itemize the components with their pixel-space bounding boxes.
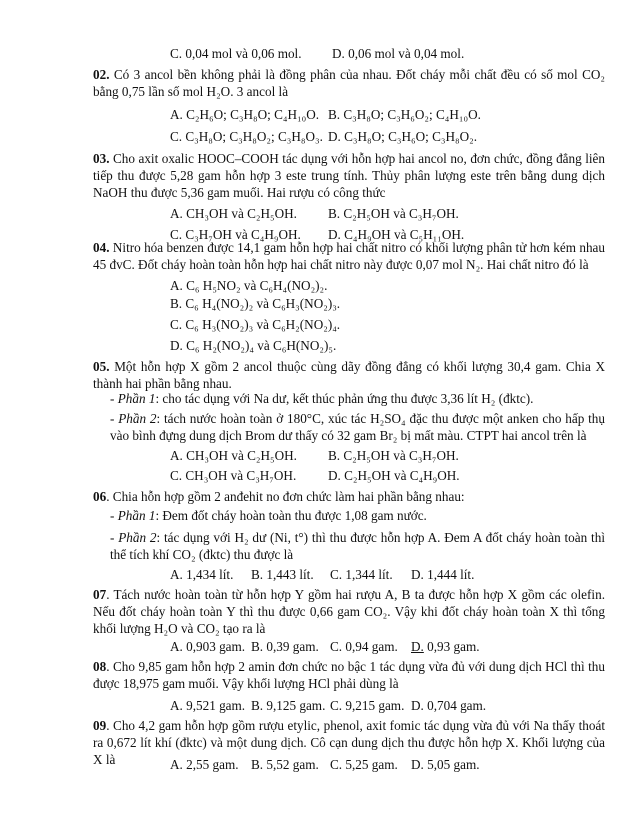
question-04 — [93, 239, 605, 273]
question-number: 09 — [93, 718, 107, 733]
option-text: 0,93 gam. — [423, 639, 480, 654]
answer-marker: D. — [411, 639, 424, 654]
part-label: Phần 2 — [118, 411, 157, 426]
part-1: - Phần 1: cho tác dụng với Na dư, kết thúc phản ứng thu được 3,36 lít H₂ (đktc). — [110, 391, 534, 406]
question-number: 07 — [93, 587, 107, 602]
question-stem: Nitro hóa benzen được 14,1 gam hỗn hợp hai chất nitro có khối lượng phân tử hơn kém nhau 45 đvC. Đốt cháy hoàn toàn hỗn hợp hai chất nitro này được 0,07 mol N₂. Hai chất nitro đó là — [93, 240, 606, 272]
option-a: A. CH₃OH và C₂H₅OH. — [170, 206, 297, 221]
question-stem: Có 3 ancol bền không phải là đồng phân của nhau. Đốt cháy mỗi chất đều có số mol CO₂ bằng 0,75 lần số mol H₂O. 3 ancol là — [93, 67, 605, 99]
question-03 — [93, 150, 605, 201]
question-stem: . Chia hỗn hợp gồm 2 anđehit no đơn chức làm hai phần bằng nhau: — [106, 489, 465, 504]
part-label: Phần 2 — [118, 530, 157, 545]
option-b: B. 0,39 gam. — [251, 639, 319, 654]
option-d: D. 5,05 gam. — [411, 757, 480, 772]
part-text: : tách nước hoàn toàn ở 180°C, xúc tác H₂SO₄ đặc thu được một anken cho hấp thụ vào bình đựng dung dịch Brom dư thấy có 32 gam Br₂ bị mất màu. CTPT hai ancol trên là — [110, 411, 605, 443]
option-a: A. 2,55 gam. — [170, 757, 239, 772]
option-b: B. C₃H₈O; C₃H₆O₂; C₄H₁₀O. — [328, 107, 481, 122]
option-d: D. C₄H₉OH và C₅H₁₁OH. — [328, 227, 465, 242]
question-number: 08 — [93, 659, 107, 674]
option-a: A. 0,903 gam. — [170, 639, 246, 654]
question-stem: . Cho 4,2 gam hỗn hợp gồm rượu etylic, phenol, axit fomic tác dụng vừa đủ với Na thấy thoát ra 0,672 lít khí (đktc) và một dung dịch. Cô cạn dung dịch thu được hỗn hợp X. Khối lượng của X là — [93, 718, 605, 767]
question-05 — [93, 358, 605, 392]
part-label: Phần 1 — [117, 508, 156, 523]
option-c: C. C₃H₇OH và C₄H₉OH. — [170, 227, 301, 242]
option-c: C. 0,94 gam. — [330, 639, 398, 654]
option-b: B. C₆ H₄(NO₂)₂ và C₆H₃(NO₂)₃. — [170, 296, 341, 311]
option-d: D. 0,06 mol và 0,04 mol. — [332, 46, 465, 61]
option-d: D. C₂H₅OH và C₄H₉OH. — [328, 468, 460, 483]
option-d: D. 1,444 lít. — [411, 567, 475, 582]
question-number: 02. — [93, 67, 110, 82]
option-c: C. 1,344 lít. — [330, 567, 393, 582]
question-02 — [93, 66, 605, 100]
option-b: B. 9,125 gam. — [251, 698, 326, 713]
option-b: B. 1,443 lít. — [251, 567, 314, 582]
question-07 — [93, 586, 605, 637]
option-d: D. 0,704 gam. — [411, 698, 487, 713]
part-1: - Phần 1: Đem đốt cháy hoàn toàn thu được 1,08 gam nước. — [110, 508, 427, 523]
option-d: D. C₃H₈O; C₃H₆O; C₃H₈O₂. — [328, 129, 478, 144]
question-06 — [93, 488, 605, 505]
question-stem: . Cho 9,85 gam hỗn hợp 2 amin đơn chức no bậc 1 tác dụng vừa đủ với dung dịch HCl thì thu được 18,975 gam muối. Vậy khối lượng HCl phải dùng là — [93, 659, 605, 691]
question-number: 05. — [93, 359, 110, 374]
option-c: C. 5,25 gam. — [330, 757, 398, 772]
option-c: C. C₃H₈O; C₃H₈O₂; C₃H₈O₃. — [170, 129, 323, 144]
option-a: A. 1,434 lít. — [170, 567, 234, 582]
option-c: C. 0,04 mol và 0,06 mol. — [170, 46, 302, 61]
option-a: A. C₆ H₅NO₂ và C₆H₄(NO₂)₂. — [170, 278, 328, 293]
question-stem: . Tách nước hoàn toàn từ hỗn hợp Y gồm hai rượu A, B ta được hỗn hợp X gồm các olefin. Nếu đốt cháy hoàn toàn Y thì thu được 0,66 gam CO₂. Vậy khi đốt cháy hoàn toàn X thì tổng khối lượng H₂O và CO₂ tạo ra là — [93, 587, 605, 636]
part-text: : tác dụng với H₂ dư (Ni, t°) thì thu được hỗn hợp A. Đem A đốt cháy hoàn toàn thì thể tích khí CO₂ (đktc) thu được là — [110, 530, 605, 562]
part-2: - Phần 2: tác dụng với H₂ dư (Ni, t°) thì thu được hỗn hợp A. Đem A đốt cháy hoàn toàn thì thể tích khí CO₂ (đktc) thu được là — [110, 530, 605, 562]
option-a: A. C₂H₆O; C₃H₈O; C₄H₁₀O. — [170, 107, 320, 122]
option-a: A. 9,521 gam. — [170, 698, 246, 713]
option-c: C. 9,215 gam. — [330, 698, 405, 713]
question-number: 06 — [93, 489, 107, 504]
part-2: - Phần 2: tách nước hoàn toàn ở 180°C, xúc tác H₂SO₄ đặc thu được một anken cho hấp thụ vào bình đựng dung dịch Brom dư thấy có 32 gam Br₂ bị mất màu. CTPT hai ancol trên là — [110, 411, 605, 443]
question-number: 03. — [93, 151, 110, 166]
option-c: C. C₆ H₃(NO₂)₃ và C₆H₂(NO₂)₄. — [170, 317, 341, 332]
option-c: C. CH₃OH và C₃H₇OH. — [170, 468, 297, 483]
option-b: B. C₂H₅OH và C₃H₇OH. — [328, 206, 459, 221]
option-b: B. 5,52 gam. — [251, 757, 319, 772]
option-b: B. C₂H₅OH và C₃H₇OH. — [328, 448, 459, 463]
question-stem: Cho axit oxalic HOOC–COOH tác dụng với hỗn hợp hai ancol no, đơn chức, đồng đẳng liên tiếp thu được 5,28 gam hỗn hợp 3 este trung tính. Thủy phân lượng este trên bằng dung dịch NaOH thu được 5,36 gam muối. Hai rượu có công thức — [93, 151, 605, 200]
option-d — [411, 638, 480, 655]
part-text: : Đem đốt cháy hoàn toàn thu được 1,08 gam nước. — [155, 508, 427, 523]
question-08 — [93, 658, 605, 692]
question-stem: Một hỗn hợp X gồm 2 ancol thuộc cùng dãy đồng đẳng có khối lượng 30,4 gam. Chia X thành hai phần bằng nhau. — [93, 359, 606, 391]
part-text: : cho tác dụng với Na dư, kết thúc phản ứng thu được 3,36 lít H₂ (đktc). — [155, 391, 534, 406]
option-a: A. CH₃OH và C₂H₅OH. — [170, 448, 297, 463]
option-d: D. C₆ H₂(NO₂)₄ và C₆H(NO₂)₅. — [170, 338, 337, 353]
question-number: 04. — [93, 240, 110, 255]
part-label: Phần 1 — [117, 391, 156, 406]
